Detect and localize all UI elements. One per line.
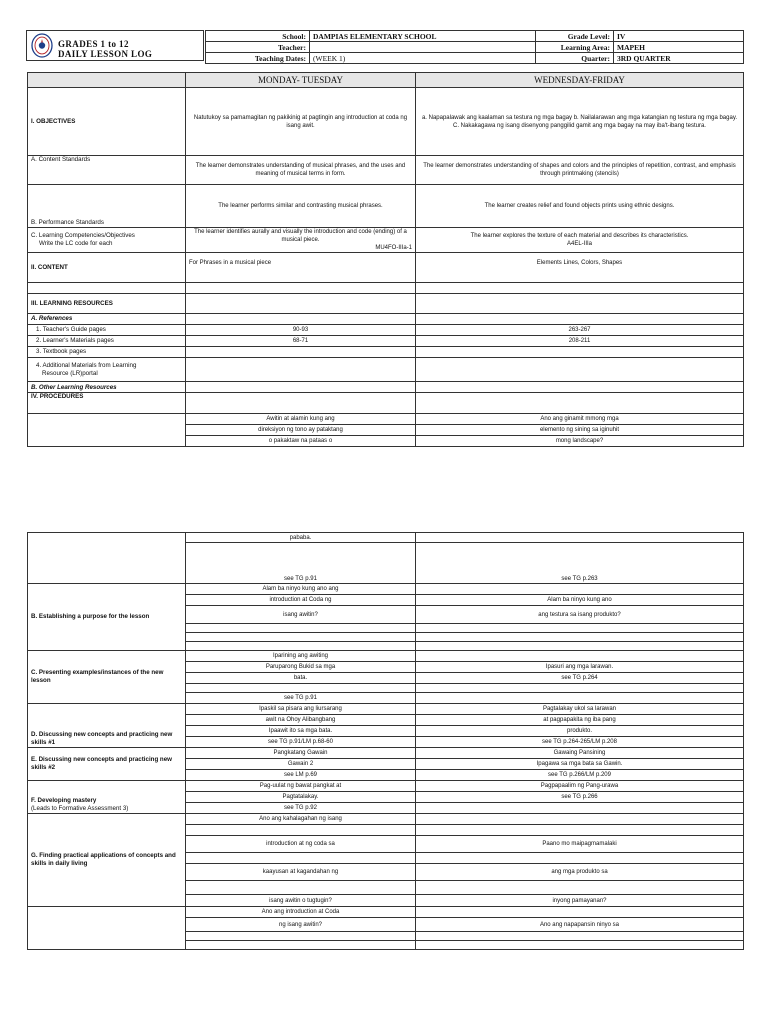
blank-cell [186, 393, 416, 414]
concepts1-wf-line: Pagtalakay ukol sa larawan [416, 704, 744, 715]
blank-cell [416, 814, 744, 825]
objectives-wf: a. Napapalawak ang kaalaman sa testura ng mga bagay b. Nailalarawan ang mga katangian ng testura ng mga bagay. C. Nakakagawa ng isang disenyong panggilid gamit ang mga bagay na may iba't-ibang testura. [416, 88, 744, 156]
form-title: GRADES 1 to 12 [58, 39, 129, 49]
blank-cell [416, 684, 744, 693]
column-header-mon-tue: MONDAY- TUESDAY [186, 73, 416, 88]
purpose-wf-line: ang testura sa isang produkto? [416, 606, 744, 624]
review-wf-ref: see TG p.263 [416, 543, 744, 584]
generalization-mt-line: Ano ang introduction at Coda [186, 907, 416, 918]
mastery-mt-line: Pag-uulat ng bawat pangkat at [186, 781, 416, 792]
concepts2-mt-line: Pangkatang Gawain [186, 748, 416, 759]
content-standards-label: A. Content Standards [28, 156, 186, 185]
blank-cell [416, 651, 744, 662]
concepts1-wf-ref: see TG p.264-265/LM p.208 [416, 737, 744, 748]
applications-mt-line: Ano ang kahalagahan ng isang [186, 814, 416, 825]
examples-mt-line: Paruparong Bukid sa mga [186, 662, 416, 673]
blank-row [28, 283, 186, 294]
blank-cell [186, 932, 416, 941]
blank-cell [416, 358, 744, 382]
competencies-wf-text: The learner explores the texture of each material and describes its characteristics. [470, 233, 689, 239]
examples-mt-line: bata. [186, 673, 416, 684]
lesson-table-page2 [27, 532, 744, 950]
lm-pages-wf: 208-211 [416, 336, 744, 347]
blank-cell [416, 393, 744, 414]
procedure-mt-line: direksiyon ng tono ay pataktang [186, 425, 416, 436]
blank-cell [416, 294, 744, 314]
purpose-mt-line: Alam ba ninyo kung ano ang [186, 584, 416, 595]
tg-pages-label: 1. Teacher's Guide pages [28, 325, 186, 336]
concepts1-wf-line: produkto. [416, 726, 744, 737]
purpose-wf-line: Alam ba ninyo kung ano [416, 595, 744, 606]
blank-cell [186, 941, 416, 950]
school-label: School: [206, 31, 310, 42]
tg-pages-wf: 263-267 [416, 325, 744, 336]
procedure-mt-line: o pakaktaw na pataas o [186, 436, 416, 447]
review-label-blank [28, 414, 186, 447]
blank-cell [186, 881, 416, 895]
applications-mt-line: isang awitin o tugtugin? [186, 895, 416, 907]
mastery-wf-line: Pagpapaalim ng Pang-urawa [416, 781, 744, 792]
generalization-label-blank [28, 907, 186, 950]
concepts1-mt-ref: see TG p.91/LM p.68-60 [186, 737, 416, 748]
concepts2-wf-line: Gawaing Pansining [416, 748, 744, 759]
info-table [205, 30, 744, 64]
concepts2-wf-ref: see TG p.266/LM p.209 [416, 770, 744, 781]
content-standards-wf: The learner demonstrates understanding of shapes and colors and the principles of repetition, contrast, and emphasis through printmaking (stencils) [416, 156, 744, 185]
blank-cell [186, 642, 416, 651]
blank-cell [186, 624, 416, 633]
content-wf: Elements Lines, Colors, Shapes [416, 253, 744, 283]
competencies-mt [186, 228, 416, 253]
additional-materials-line2: Resource (LR)portal [42, 369, 98, 377]
blank-cell [416, 382, 744, 393]
examples-mt-ref: see TG p.91 [186, 693, 416, 704]
blank-cell [416, 633, 744, 642]
competencies-mt-text: The learner identifies aurally and visually the introduction and code (ending) of a musical piece. [194, 229, 407, 243]
new-concepts-1-label: D. Discussing new concepts and practicing new skills #1 [28, 704, 186, 748]
blank-cell [186, 358, 416, 382]
blank-cell [186, 382, 416, 393]
blank-cell [416, 932, 744, 941]
new-concepts-2-label: E. Discussing new concepts and practicing new skills #2 [28, 748, 186, 781]
deped-seal-icon [31, 33, 53, 58]
dates-value: (WEEK 1) [310, 53, 536, 64]
purpose-label: B. Establishing a purpose for the lesson [28, 584, 186, 651]
purpose-mt-line: introduction at Coda ng [186, 595, 416, 606]
mastery-label-line2: (Leads to Formative Assessment 3) [31, 805, 129, 812]
procedure-wf-line: elemento ng sining sa iginuhit [416, 425, 744, 436]
procedure-mt-line: Awitin at alamin kung ang [186, 414, 416, 425]
references-label: A. References [28, 314, 186, 325]
teacher-label: Teacher: [206, 42, 310, 53]
lm-pages-mt: 68-71 [186, 336, 416, 347]
area-value: MAPEH [614, 42, 744, 53]
blank-cell [416, 693, 744, 704]
procedures-label: IV. PROCEDURES [28, 393, 186, 414]
competencies-wf [416, 228, 744, 253]
blank-cell [416, 941, 744, 950]
blank-cell [186, 314, 416, 325]
mastery-wf-ref: see TG p.266 [416, 792, 744, 803]
procedure-wf-line: mong landscape? [416, 436, 744, 447]
blank-cell [416, 624, 744, 633]
competencies-mt-code: MU4FO-IIIa-1 [375, 245, 412, 251]
objectives-label: I. OBJECTIVES [28, 88, 186, 156]
blank-cell [186, 684, 416, 693]
column-header-wed-fri: WEDNESDAY-FRIDAY [416, 73, 744, 88]
competencies-label-line1: C. Learning Competencies/Objectives [31, 232, 135, 239]
blank-cell [186, 633, 416, 642]
applications-wf-line: inyong pamayanan? [416, 895, 744, 907]
blank-cell [416, 642, 744, 651]
lesson-table-page1 [27, 72, 744, 447]
mastery-label [28, 781, 186, 814]
form-subtitle: DAILY LESSON LOG [58, 49, 153, 59]
content-mt: For Phrases in a musical piece [186, 253, 416, 283]
blank-cell [186, 825, 416, 836]
additional-materials-line1: 4. Additional Materials from Learning [36, 361, 137, 369]
teacher-value [310, 42, 536, 53]
blank-cell [416, 533, 744, 543]
blank-cell [416, 907, 744, 918]
applications-mt-line: kaayusan at kagandahan ng [186, 864, 416, 881]
concepts1-mt-line: Ipaawit ito sa mga bata. [186, 726, 416, 737]
applications-wf-line: ang mga produkto sa [416, 864, 744, 881]
blank-cell [416, 584, 744, 595]
tg-pages-mt: 90-93 [186, 325, 416, 336]
quarter-value: 3RD QUARTER [614, 53, 744, 64]
review-mt-ref: see TG p.91 [186, 543, 416, 584]
competencies-label [28, 228, 186, 253]
resources-label: III. LEARNING RESOURCES [28, 294, 186, 314]
competencies-label-line2: Write the LC code for each [39, 240, 113, 247]
blank-cell [186, 347, 416, 358]
concepts2-mt-ref: see LM p.69 [186, 770, 416, 781]
concepts2-mt-line: Gawain 2 [186, 759, 416, 770]
concepts1-mt-line: awit na Ohoy Alibangbang [186, 715, 416, 726]
performance-standards-label: B. Performance Standards [28, 185, 186, 228]
concepts2-wf-line: Ipagawa sa mga bata sa Gawin. [416, 759, 744, 770]
blank-cell [186, 853, 416, 864]
generalization-mt-line: ng isang awitin? [186, 918, 416, 932]
applications-mt-line: introduction at ng coda sa [186, 836, 416, 853]
competencies-wf-code: A4EL-IIIa [566, 241, 592, 247]
performance-standards-wf: The learner creates relief and found objects prints using ethnic designs. [416, 185, 744, 228]
blank-cell [416, 853, 744, 864]
applications-label: G. Finding practical applications of concepts and skills in daily living [28, 814, 186, 907]
examples-mt-line: Iparining ang awiting [186, 651, 416, 662]
grade-label: Grade Level: [536, 31, 614, 42]
content-label: II. CONTENT [28, 253, 186, 283]
blank-cell [186, 294, 416, 314]
concepts1-wf-line: at pagpapakita ng iba pang [416, 715, 744, 726]
blank-cell [416, 803, 744, 814]
applications-wf-line: Paano mo maipagmamalaki [416, 836, 744, 853]
grade-value: IV [614, 31, 744, 42]
blank-cell [416, 881, 744, 895]
dates-label: Teaching Dates: [206, 53, 310, 64]
quarter-label: Quarter: [536, 53, 614, 64]
area-label: Learning Area: [536, 42, 614, 53]
school-value: DAMPIAS ELEMENTARY SCHOOL [310, 31, 536, 42]
objectives-mt: Natutukoy sa pamamagitan ng pakikinig at pagtingin ang introduction at coda ng isang awit. [186, 88, 416, 156]
column-header-blank [28, 73, 186, 88]
additional-materials-label [28, 358, 186, 382]
review-label-continued [28, 533, 186, 584]
lm-pages-label: 2. Learner's Materials pages [28, 336, 186, 347]
performance-standards-mt: The learner performs similar and contrasting musical phrases. [186, 185, 416, 228]
blank-cell [416, 825, 744, 836]
mastery-label-line1: F. Developing mastery [31, 797, 97, 804]
blank-cell [416, 314, 744, 325]
other-resources-label: B. Other Learning Resources [28, 382, 186, 393]
concepts1-mt-line: Ipaskil sa pisara ang liursarang [186, 704, 416, 715]
review-mt-line: pababa. [186, 533, 416, 543]
content-standards-mt: The learner demonstrates understanding of musical phrases, and the uses and meaning of musical terms in form. [186, 156, 416, 185]
purpose-mt-line: isang awitin? [186, 606, 416, 624]
blank-cell [416, 347, 744, 358]
procedure-wf-line: Ano ang ginamit mmong mga [416, 414, 744, 425]
examples-wf-line: Ipasuri ang mga larawan. [416, 662, 744, 673]
examples-label: C. Presenting examples/instances of the new lesson [28, 651, 186, 704]
blank-cell [186, 283, 416, 294]
blank-cell [416, 283, 744, 294]
generalization-wf-line: Ano ang napapansin ninyo sa [416, 918, 744, 932]
header-logo-block [26, 30, 204, 61]
mastery-mt-line: Pagtatalakay. [186, 792, 416, 803]
examples-wf-line: see TG p.264 [416, 673, 744, 684]
mastery-mt-ref: see TG p.92 [186, 803, 416, 814]
textbook-pages-label: 3. Textbook pages [28, 347, 186, 358]
